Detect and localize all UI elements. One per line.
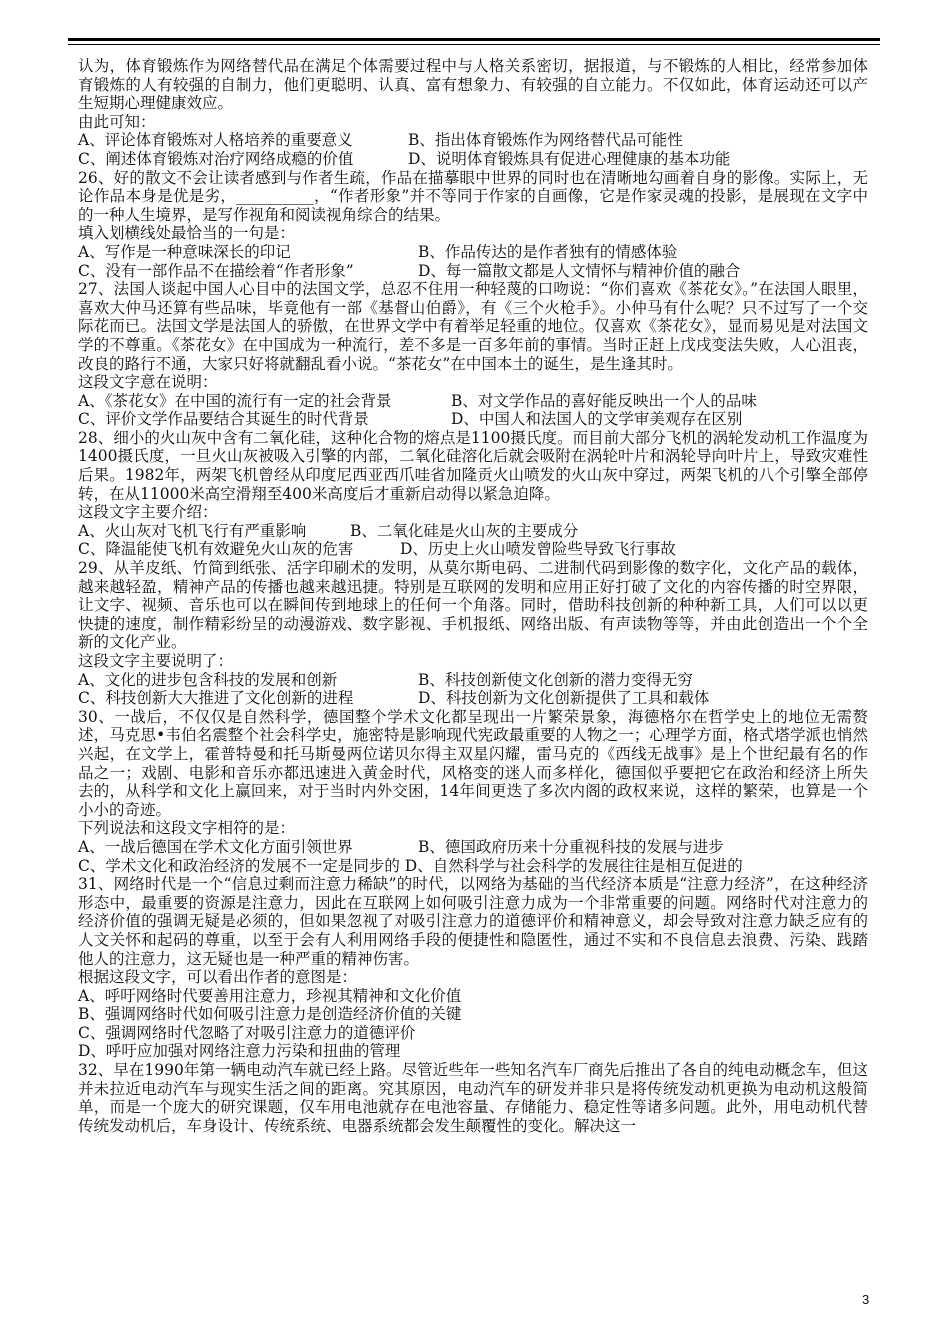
option-left: A、评论体育锻炼对人格培养的重要意义 — [78, 131, 353, 150]
paragraph: 下列说法和这段文字相符的是： — [78, 819, 296, 838]
option-left: A、火山灰对飞机飞行有严重影响 — [78, 521, 307, 540]
paragraph: D、呼吁应加强对网络注意力污染和扭曲的管理 — [78, 1042, 401, 1061]
option-left: A、写作是一种意味深长的印记 — [78, 242, 291, 261]
option-right: D、历史上火山喷发曾险些导致飞行事故 — [400, 540, 676, 559]
option-left: C、没有一部作品不在描绘着“作者形象” — [78, 261, 354, 280]
paragraph: C、强调网络时代忽略了对吸引注意力的道德评价 — [78, 1023, 416, 1042]
paragraph: 29、从羊皮纸、竹简到纸张、活字印刷术的发明，从莫尔斯电码、二进制代码到影像的数字化，文化产品的载体，越来越轻盈，精神产品的传播也越来越迅捷。特别是互联网的发明和应用正好打破了文化的内容传播的时空界限，让文字、视频、音乐也可以在瞬间传到地球上的任何一个角落。同时，借助科技创新的种种新工具，人们可以以更快捷的速度，制作精彩纷呈的动漫游戏、数字影视、手机报纸、网络出版、有声读物等等，并由此创造出一个个全新的文化产业。 — [78, 559, 868, 652]
paragraph: 这段文字主要介绍： — [78, 503, 218, 522]
option-left: C、科技创新大大推进了文化创新的进程 — [78, 689, 354, 708]
paragraph: 32、早在1990年第一辆电动汽车就已经上路。尽管近些年一些知名汽车厂商先后推出了各自的纯电动概念车，但这并未拉近电动汽车与现实生活之间的距离。究其原因，电动汽车的研发并非只是将传统发动机更换为电动机这般简单，而是一个庞大的研究课题，仅车用电池就存在电池容量、存储能力、稳定性等诸多问题。此外，用电动机代替传统发动机后，车身设计、传统系统、电器系统都会发生颠覆性的变化。解决这一 — [78, 1061, 868, 1135]
page-number: 3 — [862, 1292, 870, 1307]
option-row — [78, 540, 868, 559]
option-left: C、评价文学作品要结合其诞生的时代背景 — [78, 410, 369, 429]
paragraph: 根据这段文字，可以看出作者的意图是： — [78, 968, 358, 987]
option-row — [78, 243, 868, 262]
paragraph: 由此可知： — [78, 112, 156, 131]
option-row — [78, 522, 868, 541]
option-right: B、德国政府历来十分重视科技的发展与进步 — [418, 837, 724, 856]
paragraph: 这段文字意在说明： — [78, 373, 218, 392]
paragraph: 填入划横线处最恰当的一句是： — [78, 224, 296, 243]
option-right: D、中国人和法国人的文学审美观存在区别 — [451, 410, 743, 429]
option-left: C、阐述体育锻炼对治疗网络成瘾的价值 — [78, 149, 354, 168]
paragraph: 这段文字主要说明了： — [78, 652, 234, 670]
option-left: A、《茶花女》在中国的流行有一定的社会背景 — [78, 391, 392, 410]
option-row — [78, 262, 868, 281]
paragraph: 27、法国人谈起中国人心目中的法国文学，总忍不住用一种轻蔑的口吻说：“你们喜欢《茶花女》。”在法国人眼里，喜欢大仲马还算有些品味，毕竟他有一部《基督山伯爵》，有《三个火枪手》。小仲马有什么呢？只不过写了一个交际花而已。法国文学是法国人的骄傲，在世界文学中有着举足轻重的地位。仅喜欢《茶花女》，显而易见是对法国文学的不尊重。《茶花女》在中国成为一种流行，差不多是一百多年前的事情。当时正赶上戊戌变法失败，人心沮丧，改良的路行不通，大家只好将就翻乱看小说。“茶花女”在中国本土的诞生，是生逢其时。 — [78, 280, 868, 373]
option-left: A、文化的进步包含科技的发展和创新 — [78, 670, 338, 689]
option-right: B、指出体育锻炼作为网络替代品可能性 — [408, 131, 683, 150]
option-right: D、科技创新为文化创新提供了工具和载体 — [418, 689, 710, 708]
paragraph: A、呼吁网络时代要善用注意力，珍视其精神和文化价值 — [78, 986, 462, 1005]
option-row — [78, 150, 868, 169]
option-right: B、二氧化硅是火山灰的主要成分 — [350, 521, 579, 540]
option-right: B、对文学作品的喜好能反映出一个人的品味 — [451, 391, 757, 410]
option-row — [78, 410, 868, 429]
option-right: D、说明体育锻炼具有促进心理健康的基本功能 — [408, 149, 731, 168]
header-rule-thick — [68, 38, 880, 41]
option-row — [78, 392, 868, 411]
option-row — [78, 689, 868, 708]
option-row — [78, 671, 868, 690]
paragraph: 31、网络时代是一个“信息过剩而注意力稀缺”的时代，以网络为基础的当代经济本质是“注意力经济”，在这种经济形态中，最重要的资源是注意力，因此在互联网上如何吸引注意力成为一个非常重要的问题。网络时代对注意力的经济价值的强调无疑是必须的，但如果忽视了对吸引注意力的道德评价和精神意义，却会导致对注意力缺乏应有的人文关怀和起码的尊重，以至于会有人利用网络手段的便捷性和隐匿性，通过不实和不良信息去浪费、污染、践踏他人的注意力，这无疑也是一种严重的精神伤害。 — [78, 875, 868, 968]
option-right: B、科技创新使文化创新的潜力变得无穷 — [418, 670, 693, 689]
paragraph: 28、细小的火山灰中含有二氧化硅，这种化合物的熔点是1100摄氏度。而目前大部分飞机的涡轮发动机工作温度为1400摄氏度，一旦火山灰被吸入引擎的内部，二氧化硅溶化后就会吸附在涡轮叶片和涡轮导向叶片上，导致灾难性后果。1982年，两架飞机曾经从印度尼西亚西爪哇省加隆贡火山喷发的火山灰中穿过，两架飞机的八个引擎全部停转，在从11000米高空滑翔至400米高度后才重新启动得以紧急迫降。 — [78, 428, 868, 503]
document-body — [78, 57, 868, 1135]
option-left: A、一战后德国在学术文化方面引领世界 — [78, 837, 353, 856]
option-row — [78, 838, 868, 857]
paragraph: B、强调网络时代如何吸引注意力是创造经济价值的关键 — [78, 1005, 462, 1024]
option-right: B、作品传达的是作者独有的情感体验 — [418, 242, 678, 261]
paragraph: 认为，体育锻炼作为网络替代品在满足个体需要过程中与人格关系密切，据报道，与不锻炼的人相比，经常参加体育锻炼的人有较强的自制力，他们更聪明、认真、富有想象力、有较强的自立能力。不仅如此，体育运动还可以产生短期心理健康效应。 — [78, 57, 868, 113]
option-right: D、每一篇散文都是人文情怀与精神价值的融合 — [418, 261, 741, 280]
paragraph: C、学术文化和政治经济的发展不一定是同步的 D、自然科学与社会科学的发展往往是相互促进的 — [78, 856, 743, 875]
paragraph: 26、好的散文不会让读者感到与作者生疏，作品在描摹眼中世界的同时也在清晰地勾画着自身的影像。实际上，无论作品本身是优是劣，__________，“作者形象”并不等同于作家的自画像，它是作家灵魂的投影，是展现在文字中的一种人生境界，是写作视角和阅读视角综合的结果。 — [78, 168, 868, 224]
option-row — [78, 131, 868, 150]
header-rule-thin — [68, 44, 880, 45]
option-left: C、降温能使飞机有效避免火山灰的危害 — [78, 540, 354, 559]
paragraph: 30、一战后，不仅仅是自然科学，德国整个学术文化都呈现出一片繁荣景象，海德格尔在哲学史上的地位无需赘述，马克思•韦伯名震整个社会科学史，施密特是影响现代宪政最重要的人物之一；心理学方面，格式塔学派也悄然兴起，在文学上，霍普特曼和托马斯曼两位诺贝尔得主双星闪耀，雷马克的《西线无战事》是上个世纪最有名的作品之一；戏剧、电影和音乐亦都迅速进入黄金时代，风格变的迷人而多样化，德国似乎要把它在政治和经济上所失去的，从科学和文化上赢回来，对于当时内外交困，14年间更迭了多次内阁的政权来说，这样的繁荣，也算是一个小小的奇迹。 — [78, 707, 868, 819]
